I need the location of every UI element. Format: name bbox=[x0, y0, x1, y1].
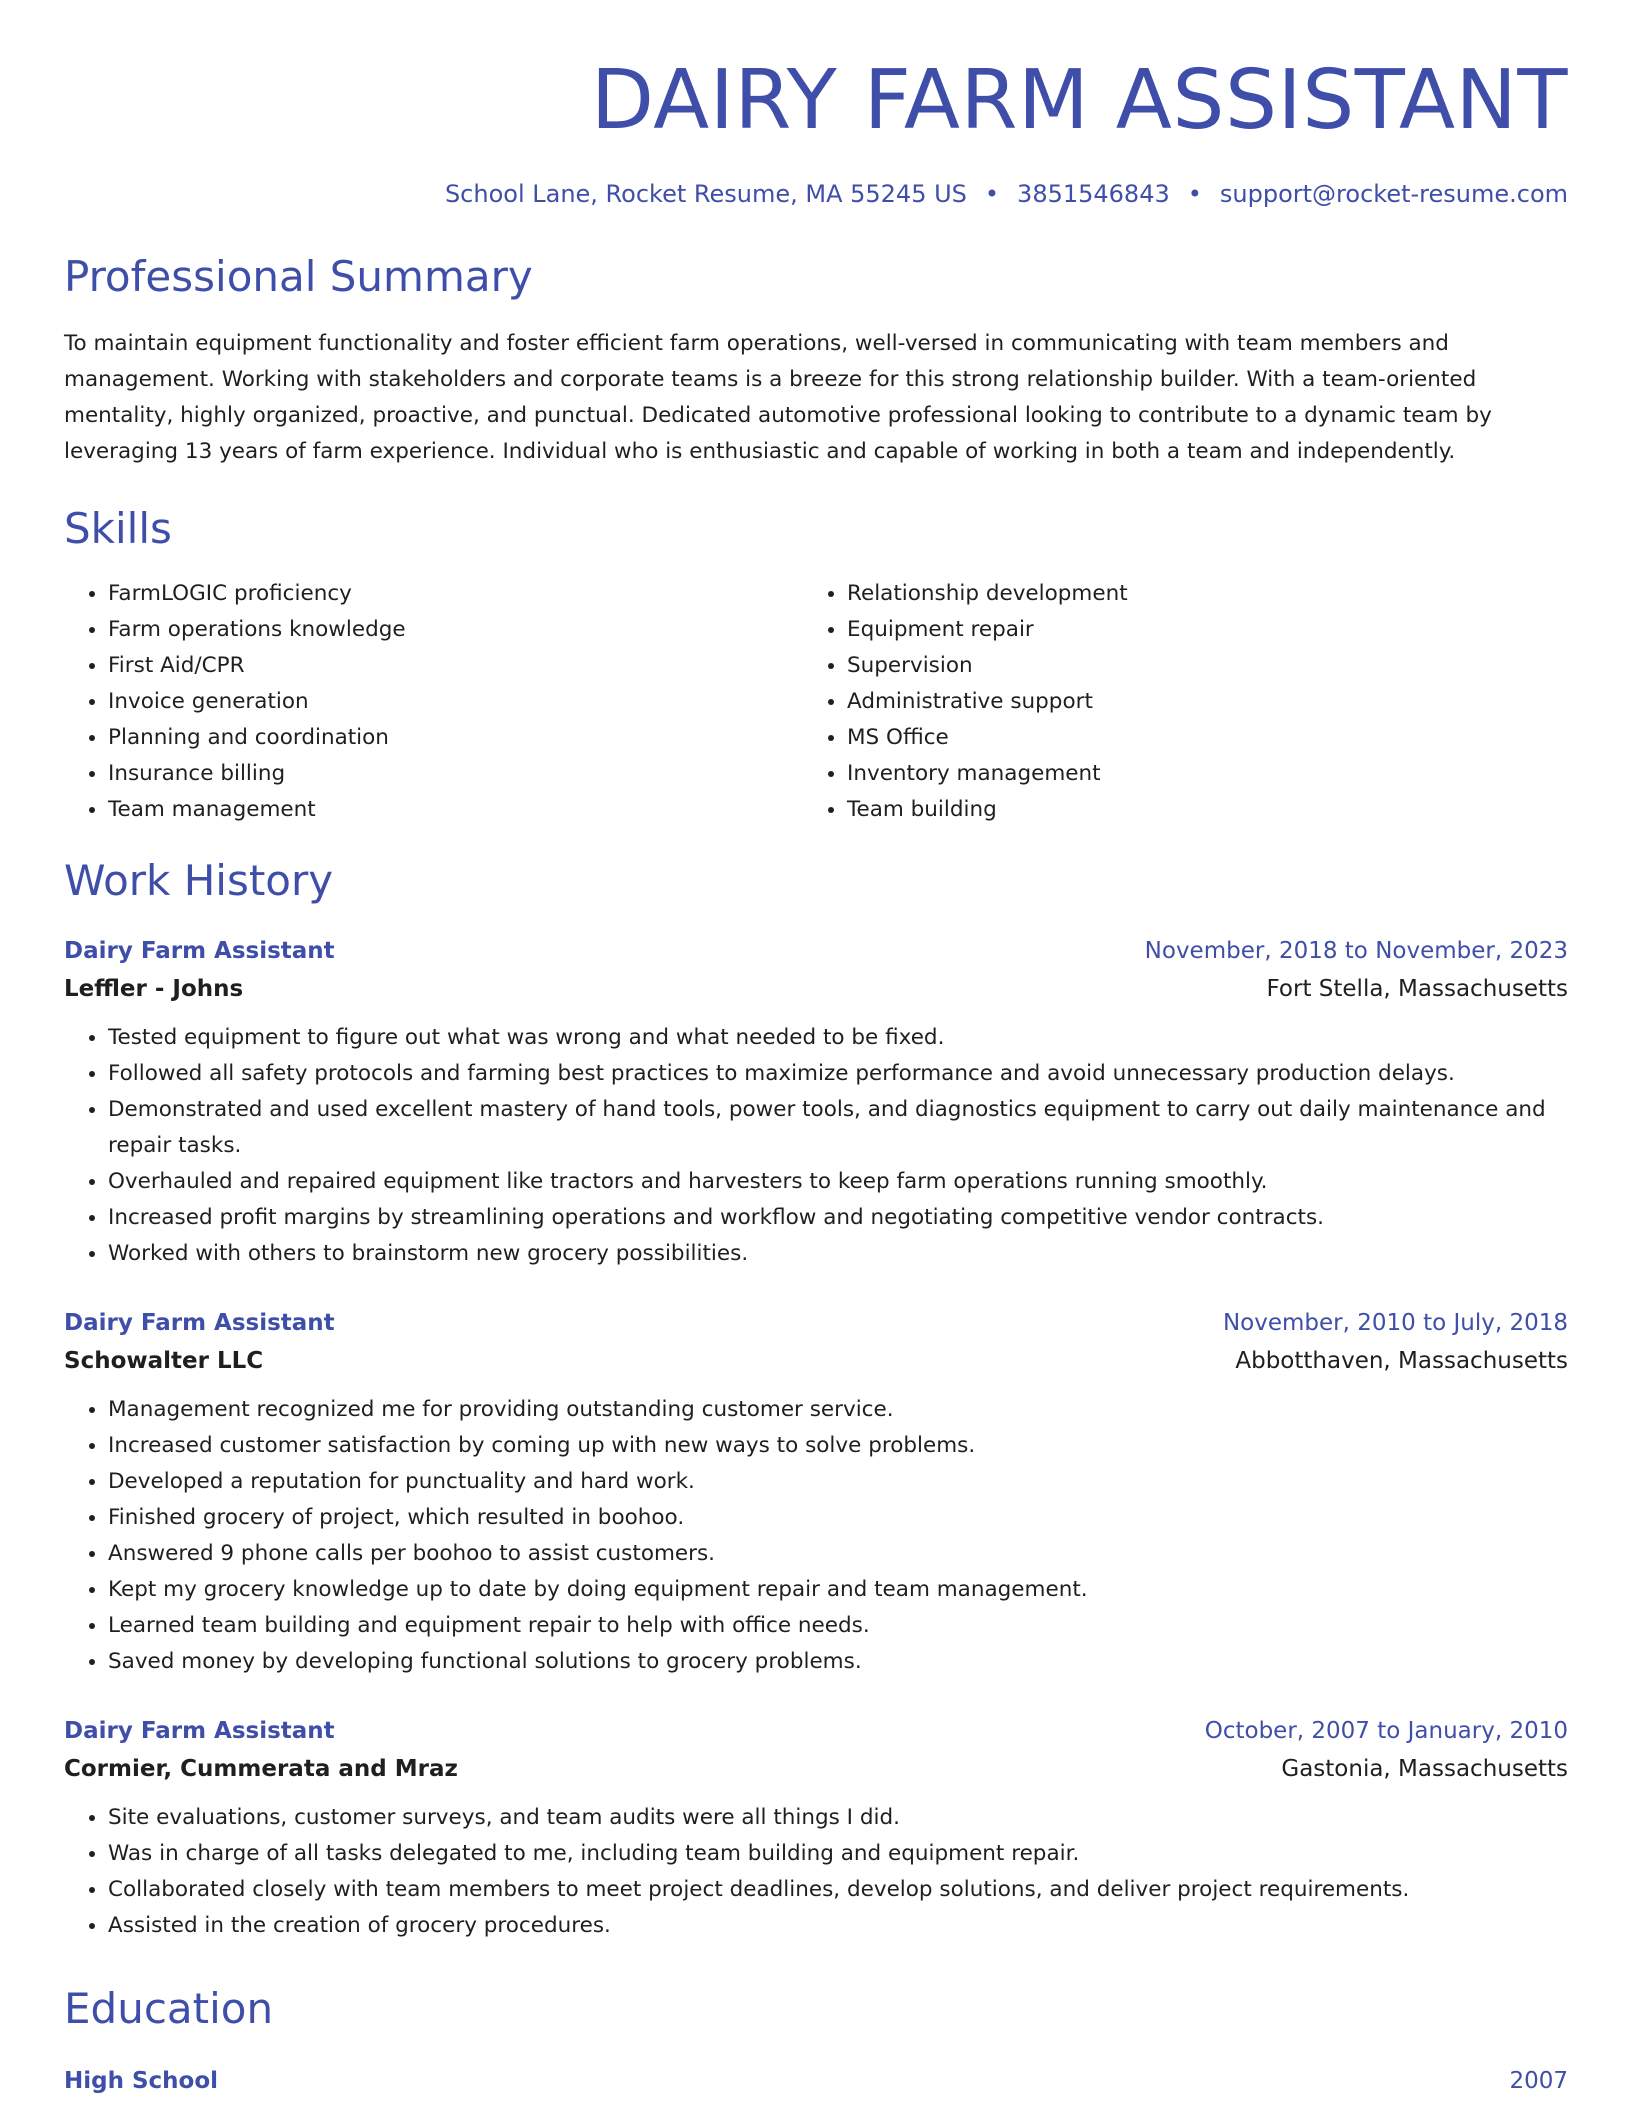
job-company: Leffler - Johns bbox=[64, 976, 244, 1002]
skill-item: • Equipment repair bbox=[847, 612, 1542, 648]
job-dates: November, 2018 to November, 2023 bbox=[1144, 938, 1568, 964]
skill-item: • Relationship development bbox=[847, 576, 1542, 612]
skill-item: • Administrative support bbox=[847, 684, 1542, 720]
skills-section bbox=[64, 504, 1568, 828]
education-section bbox=[64, 1984, 1568, 2094]
education-heading: Education bbox=[64, 1984, 274, 2033]
work-history-section bbox=[64, 856, 1568, 1944]
skill-item: • Farm operations knowledge bbox=[108, 612, 803, 648]
skill-item: • Team management bbox=[108, 792, 803, 828]
separator: • bbox=[1187, 180, 1202, 208]
skill-item: • First Aid/CPR bbox=[108, 648, 803, 684]
job-header-row bbox=[64, 938, 1568, 964]
skill-item: • Supervision bbox=[847, 648, 1542, 684]
job-dates: November, 2010 to July, 2018 bbox=[1222, 1310, 1568, 1336]
job-bullet: • Learned team building and equipment repair to help with office needs. bbox=[108, 1608, 1568, 1644]
job-title: Dairy Farm Assistant bbox=[64, 938, 335, 964]
work-history-heading: Work History bbox=[64, 856, 334, 905]
job-bullet: • Was in charge of all tasks delegated to me, including team building and equipment repair. bbox=[108, 1836, 1568, 1872]
job-bullets bbox=[64, 1800, 1568, 1944]
education-year: 2007 bbox=[1509, 2068, 1568, 2094]
job-location: Abbotthaven, Massachusetts bbox=[1235, 1348, 1568, 1374]
job-bullet: • Answered 9 phone calls per boohoo to assist customers. bbox=[108, 1536, 1568, 1572]
job-dates: October, 2007 to January, 2010 bbox=[1204, 1718, 1568, 1744]
email-link[interactable]: support@rocket-resume.com bbox=[1219, 180, 1568, 208]
skill-item: • Invoice generation bbox=[108, 684, 803, 720]
skill-item: • Inventory management bbox=[847, 756, 1542, 792]
job-location: Fort Stella, Massachusetts bbox=[1266, 976, 1568, 1002]
job-bullet: • Increased customer satisfaction by coming up with new ways to solve problems. bbox=[108, 1428, 1568, 1464]
job-entry bbox=[64, 938, 1568, 1272]
skill-item: • MS Office bbox=[847, 720, 1542, 756]
skill-item: • FarmLOGIC proficiency bbox=[108, 576, 803, 612]
job-bullet: • Tested equipment to figure out what was wrong and what needed to be fixed. bbox=[108, 1020, 1568, 1056]
separator: • bbox=[984, 180, 1000, 208]
summary-section bbox=[64, 252, 1568, 470]
skills-heading: Skills bbox=[64, 504, 172, 553]
job-bullet: • Worked with others to brainstorm new grocery possibilities. bbox=[108, 1236, 1568, 1272]
address-text: School Lane, Rocket Resume, MA 55245 US bbox=[444, 180, 967, 208]
skills-list-right bbox=[803, 576, 1542, 828]
job-bullet: • Increased profit margins by streamlining operations and workflow and negotiating competitive vendor contracts. bbox=[108, 1200, 1568, 1236]
skill-item: • Team building bbox=[847, 792, 1542, 828]
summary-heading: Professional Summary bbox=[64, 252, 533, 301]
job-bullet: • Management recognized me for providing outstanding customer service. bbox=[108, 1392, 1568, 1428]
job-bullet: • Demonstrated and used excellent mastery of hand tools, power tools, and diagnostics equipment to carry out daily maintenance and repair tasks. bbox=[108, 1092, 1568, 1164]
job-bullet: • Finished grocery of project, which resulted in boohoo. bbox=[108, 1500, 1568, 1536]
job-bullet: • Assisted in the creation of grocery procedures. bbox=[108, 1908, 1568, 1944]
job-title: Dairy Farm Assistant bbox=[64, 1718, 335, 1744]
skills-grid bbox=[64, 576, 1568, 828]
job-bullet: • Saved money by developing functional solutions to grocery problems. bbox=[108, 1644, 1568, 1680]
job-bullet: • Followed all safety protocols and farming best practices to maximize performance and avoid unnecessary production delays. bbox=[108, 1056, 1568, 1092]
resume-title: DAIRY FARM ASSISTANT bbox=[590, 53, 1568, 148]
job-header-row bbox=[64, 1718, 1568, 1744]
job-bullet: • Site evaluations, customer surveys, and team audits were all things I did. bbox=[108, 1800, 1568, 1836]
job-entry bbox=[64, 1310, 1568, 1680]
job-bullet: • Collaborated closely with team members to meet project deadlines, develop solutions, and deliver project requirements. bbox=[108, 1872, 1568, 1908]
phone-text: 3851546843 bbox=[1017, 180, 1170, 208]
education-row bbox=[64, 2068, 1568, 2094]
job-bullet: • Kept my grocery knowledge up to date by doing equipment repair and team management. bbox=[108, 1572, 1568, 1608]
skills-list-left bbox=[64, 576, 803, 828]
job-bullets bbox=[64, 1020, 1568, 1272]
job-location: Gastonia, Massachusetts bbox=[1281, 1756, 1568, 1782]
job-title: Dairy Farm Assistant bbox=[64, 1310, 335, 1336]
job-bullet: • Developed a reputation for punctuality and hard work. bbox=[108, 1464, 1568, 1500]
summary-text: To maintain equipment functionality and foster efficient farm operations, well-versed in communicating with team members and management. Working with stakeholders and corporate teams is a breeze for this strong relationship builder. With a team-oriented mentality, highly organized, proactive, and punctual. Dedicated automotive professional looking to contribute to a dynamic team by leveraging 13 years of farm experience. Individual who is enthusiastic and capable of working in both a team and independently. bbox=[64, 331, 1492, 464]
job-company: Cormier, Cummerata and Mraz bbox=[64, 1756, 458, 1782]
job-bullet: • Overhauled and repaired equipment like tractors and harvesters to keep farm operations running smoothly. bbox=[108, 1164, 1568, 1200]
job-bullets bbox=[64, 1392, 1568, 1680]
job-company-row bbox=[64, 1756, 1568, 1782]
skill-item: • Insurance billing bbox=[108, 756, 803, 792]
job-header-row bbox=[64, 1310, 1568, 1336]
job-company-row bbox=[64, 1348, 1568, 1374]
job-company: Schowalter LLC bbox=[64, 1348, 264, 1374]
education-degree: High School bbox=[64, 2068, 219, 2094]
job-entry bbox=[64, 1718, 1568, 1944]
job-company-row bbox=[64, 976, 1568, 1002]
contact-line bbox=[64, 180, 1568, 208]
skill-item: • Planning and coordination bbox=[108, 720, 803, 756]
